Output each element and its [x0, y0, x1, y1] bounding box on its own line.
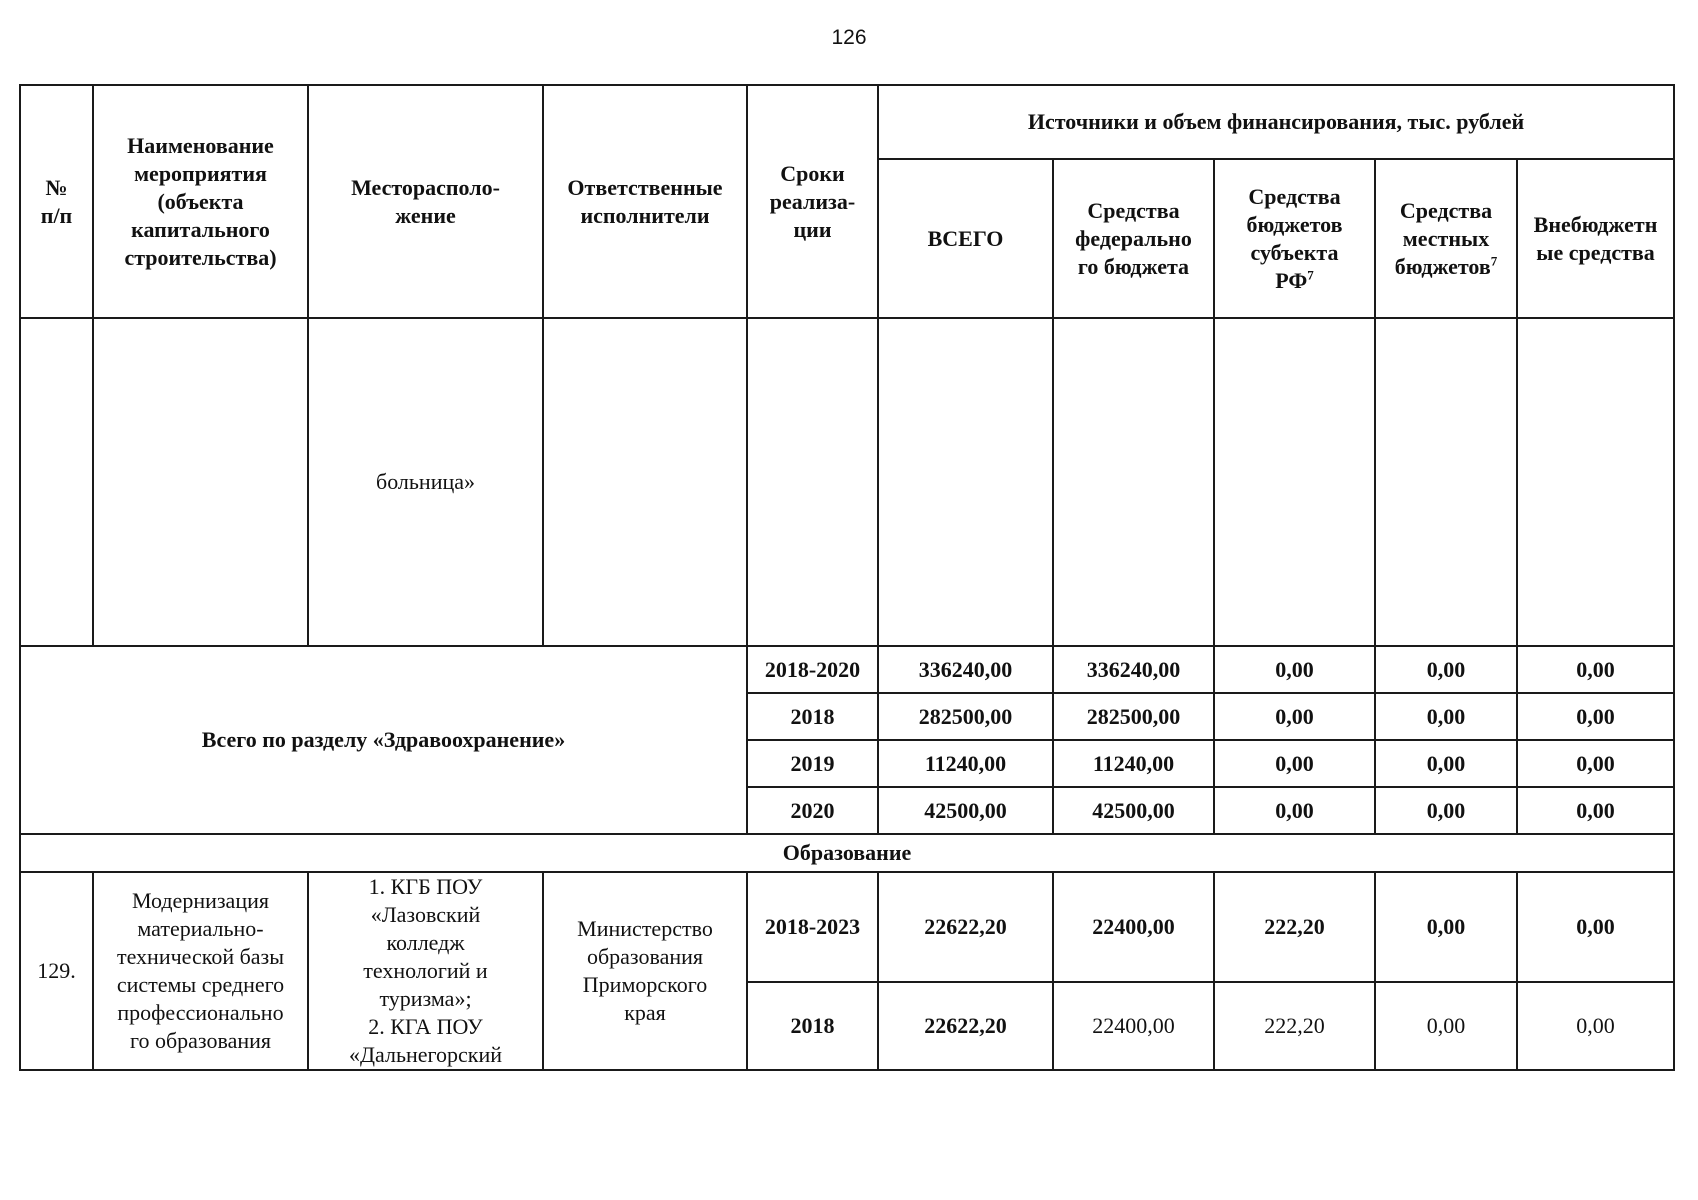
- total-subject: 0,00: [1214, 787, 1375, 834]
- section-title-education: Образование: [20, 834, 1674, 872]
- total-federal: 336240,00: [1053, 646, 1214, 693]
- total-federal: 42500,00: [1053, 787, 1214, 834]
- cell-empty: [878, 318, 1053, 646]
- total-subject: 0,00: [1214, 693, 1375, 740]
- item-location: 1. КГБ ПОУ «Лазовский колледж технологий и туризма»; 2. КГА ПОУ «Дальнегорский: [308, 872, 543, 1070]
- item-name: Модернизация материально- технической базы системы среднего профессионально го образования: [93, 872, 308, 1070]
- total-period: 2018: [747, 693, 878, 740]
- header-subject-text: Средства бюджетов субъекта РФ: [1246, 183, 1343, 293]
- item-total: 22622,20: [878, 872, 1053, 982]
- item-period: 2018-2023: [747, 872, 878, 982]
- total-extra: 0,00: [1517, 693, 1674, 740]
- section-row: [20, 834, 1674, 872]
- total-sum: 336240,00: [878, 646, 1053, 693]
- budget-table: [19, 84, 1675, 1071]
- total-extra: 0,00: [1517, 646, 1674, 693]
- page-number: 126: [831, 26, 867, 49]
- item-federal: 22400,00: [1053, 982, 1214, 1070]
- total-local: 0,00: [1375, 787, 1517, 834]
- total-period: 2020: [747, 787, 878, 834]
- header-federal: Средства федерально го бюджета: [1053, 159, 1214, 318]
- header-responsible: Ответственные исполнители: [543, 85, 747, 318]
- total-sum: 11240,00: [878, 740, 1053, 787]
- item-responsible: Министерство образования Приморского края: [543, 872, 747, 1070]
- header-local: [1375, 159, 1517, 318]
- total-local: 0,00: [1375, 740, 1517, 787]
- header-subject-footnote: 7: [1307, 267, 1314, 283]
- header-financing: Источники и объем финансирования, тыс. рублей: [878, 85, 1674, 159]
- header-num: № п/п: [20, 85, 93, 318]
- total-row: [20, 646, 1674, 693]
- cell-empty: [543, 318, 747, 646]
- item-extra: 0,00: [1517, 982, 1674, 1070]
- header-total: ВСЕГО: [878, 159, 1053, 318]
- item-local: 0,00: [1375, 872, 1517, 982]
- header-local-footnote: 7: [1490, 253, 1498, 269]
- header-name: Наименование мероприятия (объекта капитального строительства): [93, 85, 308, 318]
- total-extra: 0,00: [1517, 740, 1674, 787]
- total-subject: 0,00: [1214, 646, 1375, 693]
- total-period: 2018-2020: [747, 646, 878, 693]
- item-period: 2018: [747, 982, 878, 1070]
- total-federal: 11240,00: [1053, 740, 1214, 787]
- total-subject: 0,00: [1214, 740, 1375, 787]
- cell-empty: [93, 318, 308, 646]
- continuation-row: [20, 318, 1674, 646]
- item-subject: 222,20: [1214, 872, 1375, 982]
- total-extra: 0,00: [1517, 787, 1674, 834]
- item-federal: 22400,00: [1053, 872, 1214, 982]
- header-period: Сроки реализа- ции: [747, 85, 878, 318]
- cell-empty: [1517, 318, 1674, 646]
- header-subject: [1214, 159, 1375, 318]
- item-row: [20, 872, 1674, 982]
- cell-empty: [1214, 318, 1375, 646]
- total-federal: 282500,00: [1053, 693, 1214, 740]
- cell-empty: [20, 318, 93, 646]
- total-local: 0,00: [1375, 693, 1517, 740]
- header-row-top: [20, 85, 1674, 159]
- cell-empty: [1053, 318, 1214, 646]
- header-location: Месторасполо- жение: [308, 85, 543, 318]
- item-number: 129.: [20, 872, 93, 1070]
- item-local: 0,00: [1375, 982, 1517, 1070]
- continuation-location: больница»: [308, 318, 543, 646]
- item-subject: 222,20: [1214, 982, 1375, 1070]
- header-local-text: Средства местных бюджетов: [1394, 197, 1493, 279]
- total-section-label: Всего по разделу «Здравоохранение»: [20, 646, 747, 834]
- total-local: 0,00: [1375, 646, 1517, 693]
- total-sum: 42500,00: [878, 787, 1053, 834]
- cell-empty: [747, 318, 878, 646]
- item-extra: 0,00: [1517, 872, 1674, 982]
- item-total: 22622,20: [878, 982, 1053, 1070]
- total-sum: 282500,00: [878, 693, 1053, 740]
- header-extra: Внебюджетн ые средства: [1517, 159, 1674, 318]
- total-period: 2019: [747, 740, 878, 787]
- cell-empty: [1375, 318, 1517, 646]
